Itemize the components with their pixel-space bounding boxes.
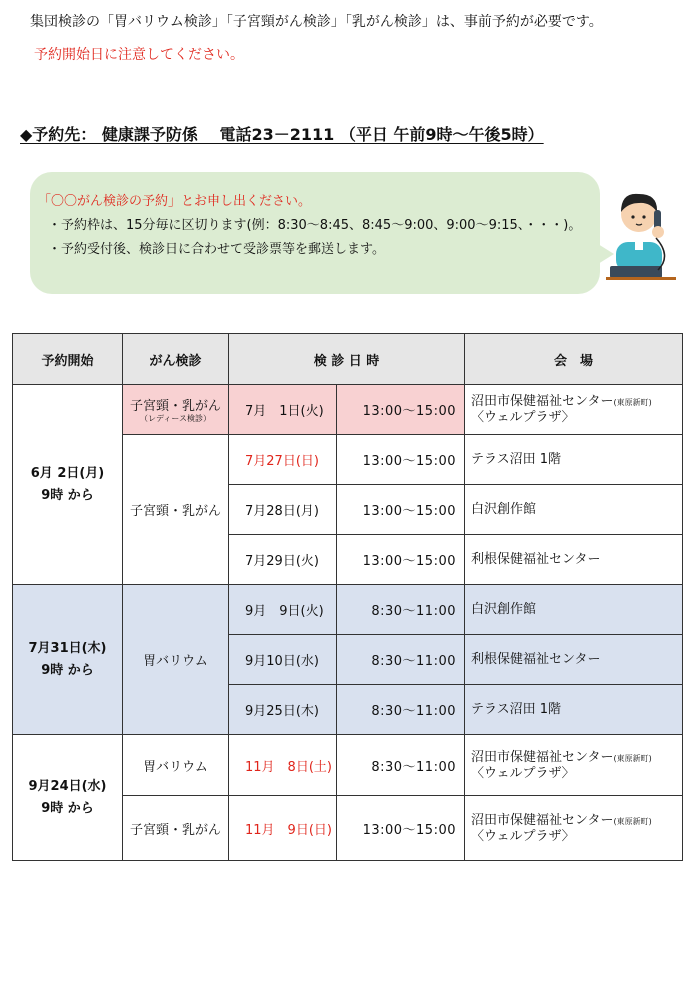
date-cell: 7月27日(日) <box>229 435 337 485</box>
group-start-time: 9時 から <box>41 800 94 816</box>
venue-line2: 〈ウェルプラザ〉 <box>471 410 575 425</box>
header-datetime: 検 診 日 時 <box>229 334 465 385</box>
table-row <box>13 385 683 435</box>
type-label: 子宮頸・乳がん <box>129 399 221 414</box>
venue-cell: テラス沼田 1階 <box>465 435 683 485</box>
type-cell: 胃バリウム <box>123 735 229 796</box>
header-start: 予約開始 <box>13 334 123 385</box>
group-start-cell <box>13 385 123 585</box>
type-cell: 子宮頸・乳がん <box>123 796 229 861</box>
phone-operator-illustration <box>606 186 676 282</box>
date-cell: 7月28日(月) <box>229 485 337 535</box>
bubble-note-mail: ・予約受付後、検診日に合わせて受診票等を郵送します。 <box>48 242 385 257</box>
time-cell: 13:00～15:00 <box>337 796 465 861</box>
venue-cell: 利根保健福祉センター <box>465 535 683 585</box>
header-venue: 会 場 <box>465 334 683 385</box>
time-cell: 13:00～15:00 <box>337 385 465 435</box>
time-cell: 13:00～15:00 <box>337 485 465 535</box>
contact-info: ◆予約先： 健康課予防係 電話23－2111 （平日 午前9時～午後5時） <box>20 125 544 144</box>
date-cell: 9月 9日(火) <box>229 585 337 635</box>
type-cell: 子宮頸・乳がん <box>123 435 229 585</box>
time-cell: 8:30～11:00 <box>337 635 465 685</box>
table-header-row <box>13 334 683 385</box>
schedule-table <box>12 333 683 861</box>
speech-bubble <box>30 172 600 294</box>
type-note: （レディース検診） <box>140 414 211 423</box>
group-start-time: 9時 から <box>41 487 94 503</box>
date-cell: 11月 9日(日) <box>229 796 337 861</box>
group-start-date: 9月24日(水) <box>28 778 107 794</box>
venue-note: (東原新町) <box>613 753 652 763</box>
group-start-cell <box>13 585 123 735</box>
date-cell: 9月25日(木) <box>229 685 337 735</box>
venue-name: 沼田市保健福祉センター <box>471 812 614 828</box>
group-start-time: 9時 から <box>41 662 94 678</box>
venue-name: 沼田市保健福祉センター <box>471 749 614 765</box>
group-start-date: 7月31日(木) <box>28 640 107 656</box>
venue-line2: 〈ウェルプラザ〉 <box>471 828 575 844</box>
venue-cell <box>465 385 683 435</box>
venue-cell: テラス沼田 1階 <box>465 685 683 735</box>
time-cell: 8:30～11:00 <box>337 735 465 796</box>
date-cell: 11月 8日(土) <box>229 735 337 796</box>
warning-text: 予約開始日に注意してください。 <box>34 47 244 63</box>
venue-note: (東原新町) <box>613 816 652 826</box>
group-start-date: 6月 2日(月) <box>30 465 105 481</box>
time-cell: 8:30～11:00 <box>337 685 465 735</box>
time-cell: 13:00～15:00 <box>337 535 465 585</box>
venue-cell: 利根保健福祉センター <box>465 635 683 685</box>
venue-cell <box>465 796 683 861</box>
date-cell: 7月 1日(火) <box>229 385 337 435</box>
type-cell: 胃バリウム <box>123 585 229 735</box>
venue-line2: 〈ウェルプラザ〉 <box>471 765 575 781</box>
time-cell: 13:00～15:00 <box>337 435 465 485</box>
header-type: がん検診 <box>123 334 229 385</box>
venue-cell: 白沢創作館 <box>465 585 683 635</box>
bubble-instruction: 「〇〇がん検診の予約」とお申し出ください。 <box>38 194 312 209</box>
venue-name: 沼田市保健福祉センター <box>471 394 614 409</box>
venue-cell: 白沢創作館 <box>465 485 683 535</box>
type-cell <box>123 385 229 435</box>
date-cell: 9月10日(水) <box>229 635 337 685</box>
date-cell: 7月29日(火) <box>229 535 337 585</box>
venue-cell <box>465 735 683 796</box>
time-cell: 8:30～11:00 <box>337 585 465 635</box>
table-row <box>13 585 683 635</box>
venue-note: (東原新町) <box>613 398 652 407</box>
group-start-cell <box>13 735 123 861</box>
intro-text: 集団検診の「胃バリウム検診」「子宮頸がん検診」「乳がん検診」は、事前予約が必要です。 <box>30 14 603 30</box>
table-row <box>13 735 683 796</box>
bubble-note-slots: ・予約枠は、15分毎に区切ります(例：8:30～8:45、8:45～9:00、9:00～9:15、・・・)。 <box>48 218 582 233</box>
